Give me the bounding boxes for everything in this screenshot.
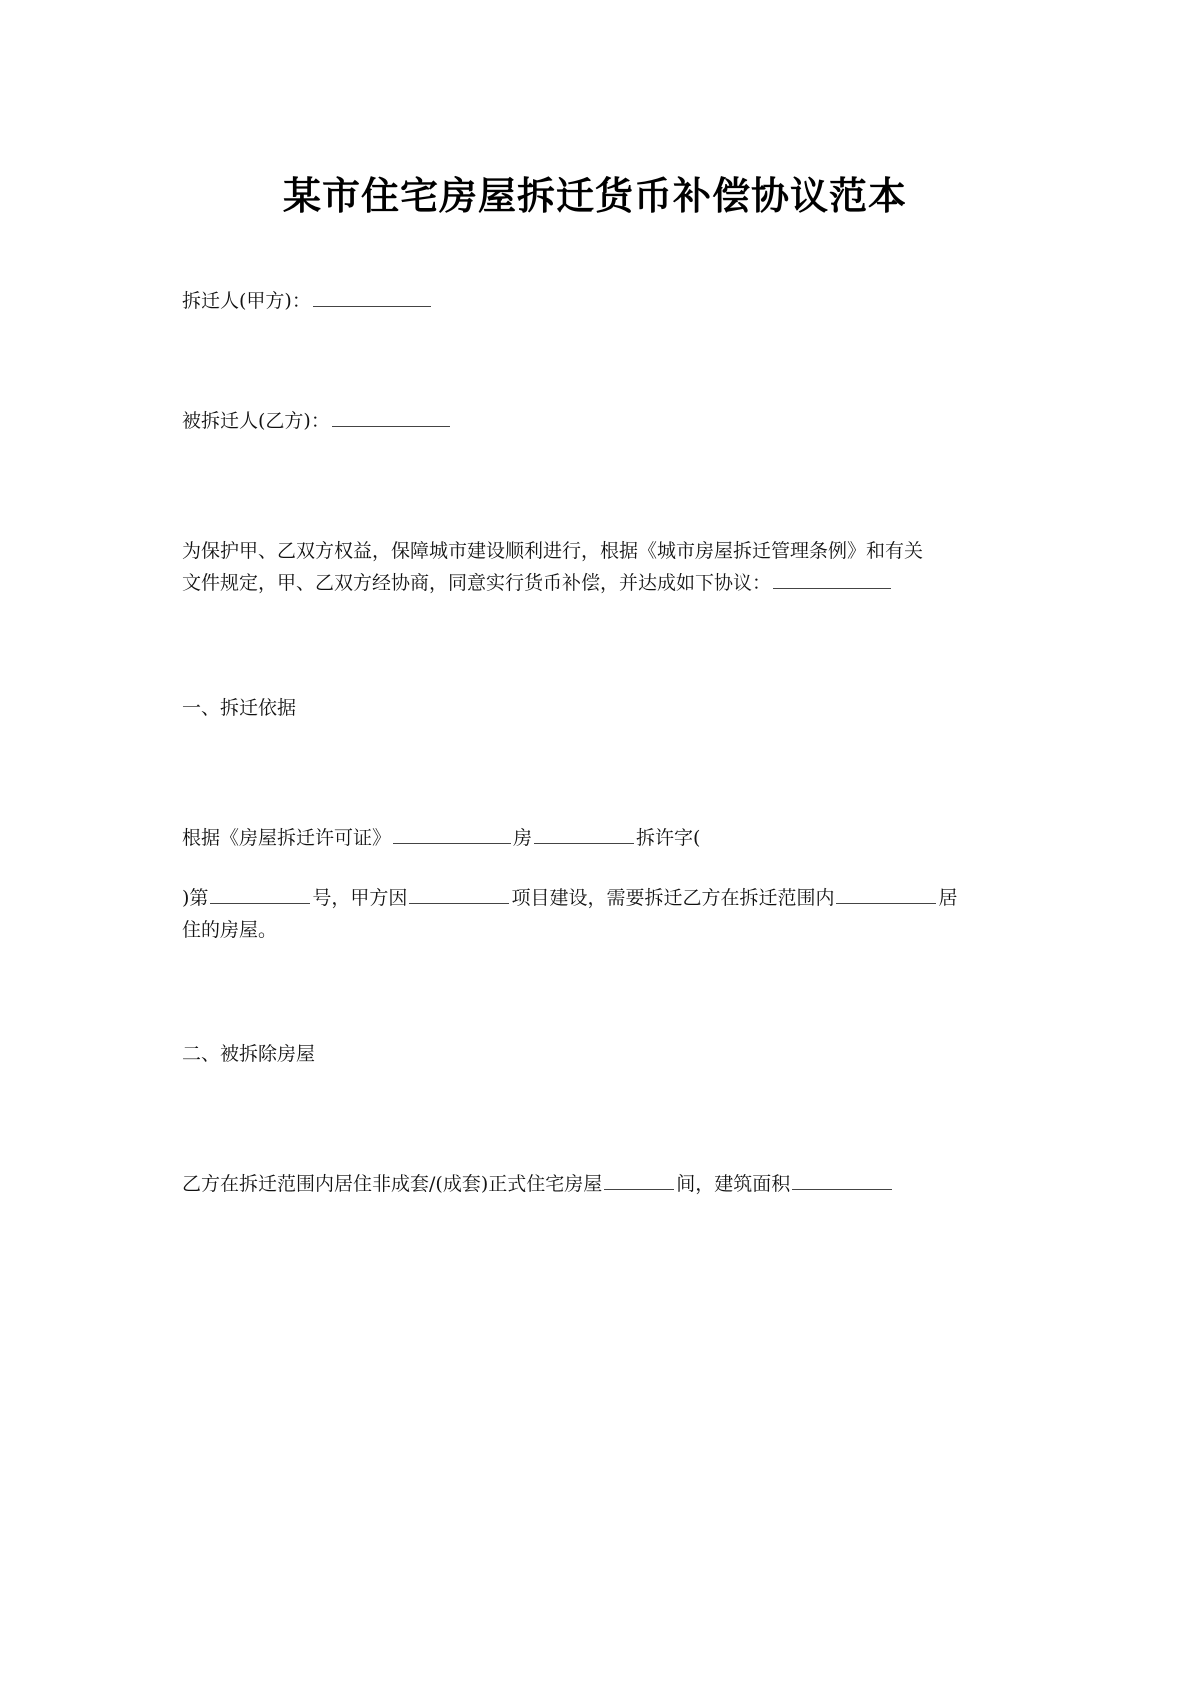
section-1-para-line-3: 住的房屋。 bbox=[182, 919, 278, 941]
section-1-para-line-2 bbox=[182, 882, 957, 914]
project-text: 项目建设，需要拆迁乙方在拆迁范围内 bbox=[511, 887, 835, 909]
hao-text: 号，甲方因 bbox=[312, 887, 408, 909]
location-blank[interactable] bbox=[836, 885, 936, 904]
party-b-line bbox=[182, 405, 452, 437]
fang-text: 房 bbox=[513, 827, 533, 849]
preamble-line-2 bbox=[182, 567, 893, 599]
ju-text: 居 bbox=[938, 887, 958, 909]
section-1-para-line-1 bbox=[182, 822, 700, 854]
party-a-blank[interactable] bbox=[313, 288, 431, 307]
section-2-heading: 二、被拆除房屋 bbox=[182, 1043, 316, 1065]
party-a-line bbox=[182, 285, 433, 317]
di-text: )第 bbox=[182, 887, 209, 909]
permit-text: 根据《房屋拆迁许可证》 bbox=[182, 827, 392, 849]
party-a-label: 拆迁人(甲方)： bbox=[182, 290, 311, 312]
area-text: 间，建筑面积 bbox=[676, 1173, 791, 1195]
section-2-para-line-1 bbox=[182, 1168, 894, 1200]
house-text: 乙方在拆迁范围内居住非成套/(成套)正式住宅房屋 bbox=[182, 1173, 603, 1195]
rooms-blank[interactable] bbox=[604, 1171, 674, 1190]
number-blank[interactable] bbox=[210, 885, 310, 904]
permit-blank-2[interactable] bbox=[534, 825, 634, 844]
party-b-blank[interactable] bbox=[332, 408, 450, 427]
preamble-blank[interactable] bbox=[773, 570, 891, 589]
project-blank[interactable] bbox=[409, 885, 509, 904]
preamble-text: 文件规定，甲、乙双方经协商，同意实行货币补偿，并达成如下协议： bbox=[182, 572, 772, 594]
chaixuzi-text: 拆许字( bbox=[636, 827, 701, 849]
section-1-heading: 一、拆迁依据 bbox=[182, 697, 297, 719]
permit-blank-1[interactable] bbox=[393, 825, 511, 844]
document-title: 某市住宅房屋拆迁货币补偿协议范本 bbox=[282, 173, 907, 218]
preamble-line-1: 为保护甲、乙双方权益，保障城市建设顺利进行，根据《城市房屋拆迁管理条例》和有关 bbox=[182, 540, 924, 562]
area-blank[interactable] bbox=[792, 1171, 892, 1190]
party-b-label: 被拆迁人(乙方)： bbox=[182, 410, 330, 432]
